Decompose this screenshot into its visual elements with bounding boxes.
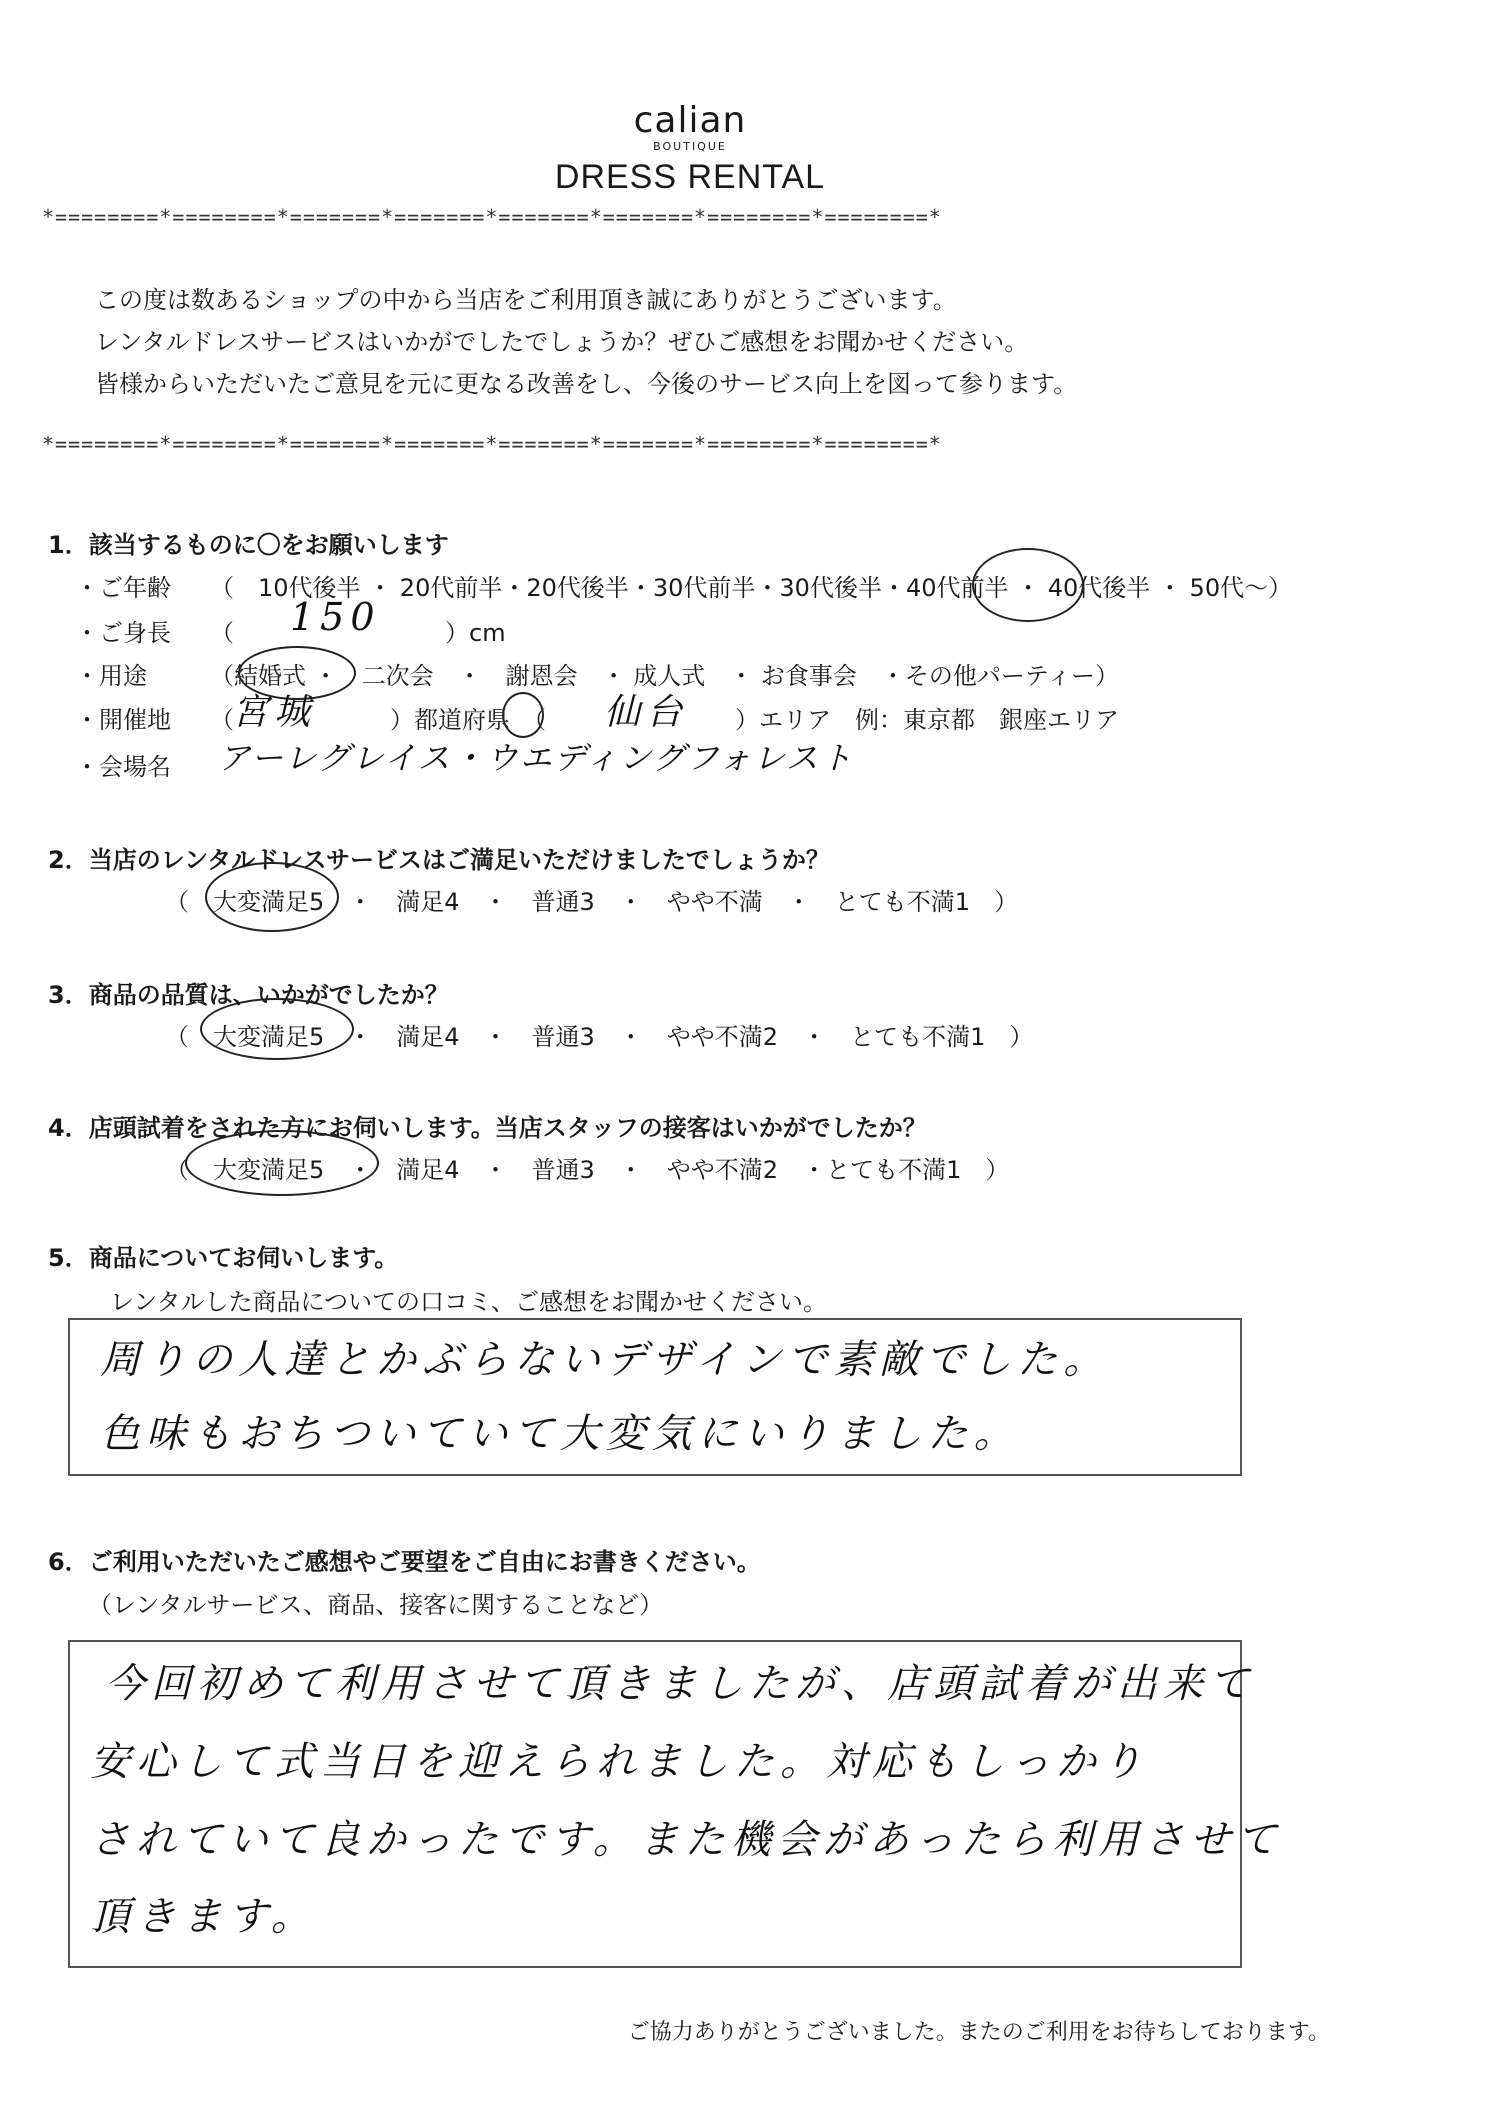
q6-answer-line-3: されていて良かったです。また機会があったら利用させて: [90, 1817, 1283, 1863]
q1-title: 1．該当するものに〇をお願いします: [48, 531, 449, 559]
q6-subtitle: （レンタルサービス、商品、接客に関することなど）: [88, 1591, 664, 1619]
use-label: ・用途: [75, 662, 147, 690]
venue-label: ・会場名: [75, 753, 171, 781]
place-area: 仙台: [604, 692, 689, 733]
age-selection-circle: [972, 548, 1084, 622]
intro-line-1: この度は数あるショップの中から当店をご利用頂き誠にありがとうございます。: [95, 286, 957, 314]
use-options: （結婚式 ・ 二次会 ・ 謝恩会 ・ 成人式 ・ お食事会 ・その他パーティー）: [210, 662, 1119, 690]
q6-title: 6．ご利用いただいたご感想やご要望をご自由にお書きください。: [48, 1548, 761, 1576]
place-tail: ）エリア 例：東京都 銀座エリア: [735, 706, 1119, 734]
q3-title: 3．商品の品質は、いかがでしたか？: [48, 981, 449, 1009]
intro-line-2: レンタルドレスサービスはいかがでしたでしょうか？ぜひご感想をお聞かせください。: [95, 328, 1029, 356]
q5-answer-line-1: 周りの人達とかぶらないデザインで素敵でした。: [100, 1337, 1110, 1383]
q6-answer-line-4: 頂きます。: [90, 1894, 317, 1940]
age-label: ・ご年齢: [75, 574, 171, 602]
q5-title: 5．商品についてお伺いします。: [48, 1244, 399, 1272]
divider-top: *========*========*=======*=======*=======*=======*========*========*: [42, 205, 942, 229]
q3-options: （ 大変満足5 ・ 満足4 ・ 普通3 ・ やや不満2 ・ とても不満1 ）: [165, 1023, 1034, 1051]
q6-answer-line-2: 安心して式当日を迎えられました。対応もしっかり: [90, 1739, 1148, 1785]
q4-selection-circle: [185, 1130, 379, 1196]
height-unit: ）cm: [445, 619, 506, 647]
place-label: ・開催地: [75, 706, 171, 734]
prefecture-circle: [502, 692, 544, 738]
age-options: （ 10代後半 ・ 20代前半・20代後半・30代前半・30代後半・40代前半 ・ 40代後半 ・ 50代〜）: [210, 574, 1293, 602]
q5-subtitle: レンタルした商品についての口コミ、ご感想をお聞かせください。: [110, 1288, 827, 1316]
height-open-paren: （: [210, 619, 234, 647]
q2-options: （ 大変満足5 ・ 満足4 ・ 普通3 ・ やや不満 ・ とても不満1 ）: [165, 888, 1019, 916]
brand-logo: calian: [633, 100, 747, 141]
place-open-paren: （: [210, 706, 234, 734]
q6-answer-line-1: 今回初めて利用させて頂きましたが、店頭試着が出来て: [105, 1661, 1255, 1707]
divider-bottom: *========*========*=======*=======*=======*=======*========*========*: [42, 432, 942, 456]
q5-answer-line-2: 色味もおちついていて大変気にいりました。: [100, 1411, 1020, 1457]
q4-options: （ 大変満足5 ・ 満足4 ・ 普通3 ・ やや不満2 ・とても不満1 ）: [165, 1156, 1010, 1184]
q4-title: 4．店頭試着をされた方にお伺いします。当店スタッフの接客はいかがでしたか？: [48, 1114, 927, 1142]
height-value: 150: [290, 595, 381, 639]
q2-title: 2．当店のレンタルドレスサービスはご満足いただけましたでしょうか？: [48, 846, 830, 874]
place-prefecture: 宮城: [232, 692, 317, 733]
venue-value: アーレグレイス・ウエディングフォレスト: [218, 739, 855, 777]
place-middle: ）都道府県 （: [390, 706, 546, 734]
q3-selection-circle: [200, 998, 354, 1060]
intro-line-3: 皆様からいただいたご意見を元に更なる改善をし、今後のサービス向上を図って参ります。: [95, 370, 1078, 398]
q2-selection-circle: [205, 862, 339, 932]
brand-subtitle: BOUTIQUE: [653, 140, 727, 153]
height-label: ・ご身長: [75, 619, 171, 647]
footer-thanks: ご協力ありがとうございました。またのご利用をお待ちしております。: [627, 2020, 1330, 2045]
page-title: DRESS RENTAL: [554, 158, 826, 196]
